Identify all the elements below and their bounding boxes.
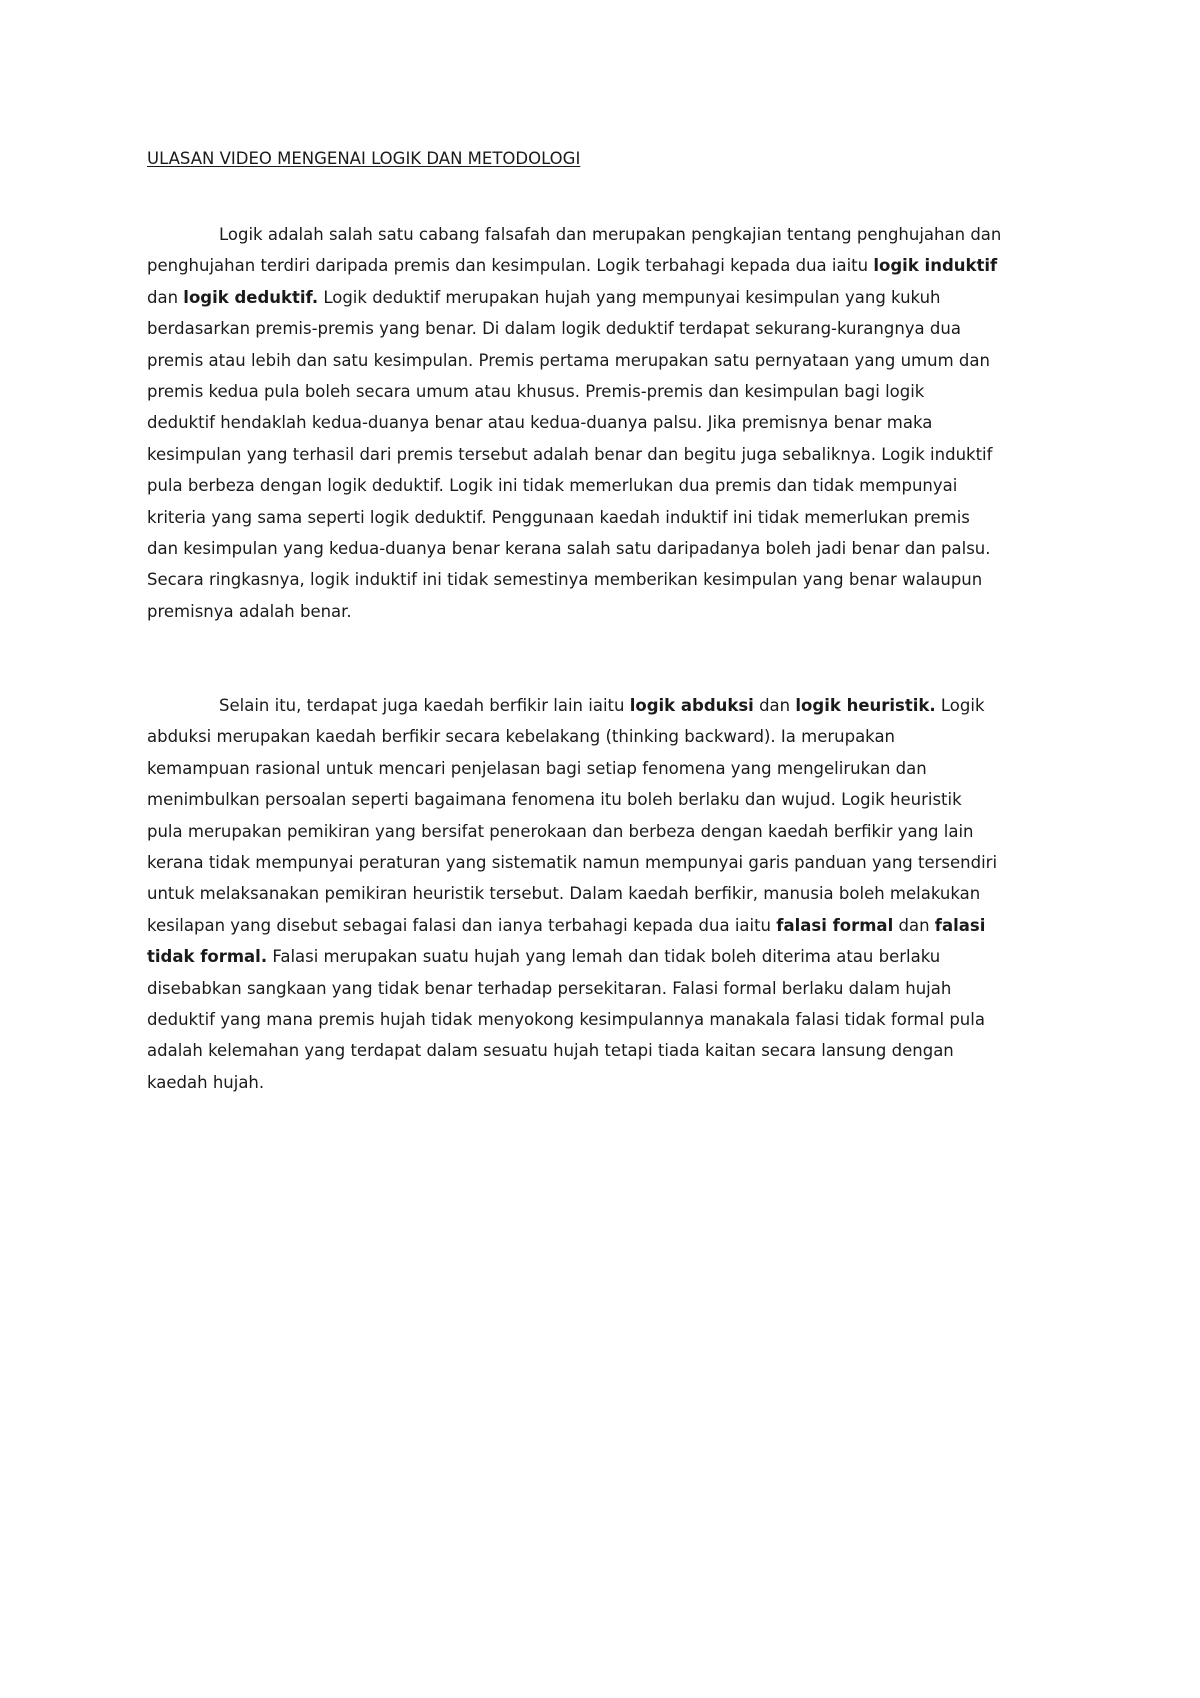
text-run: kaedah hujah. xyxy=(147,1072,265,1092)
text-line xyxy=(147,345,1067,376)
text-run: deduktif yang mana premis hujah tidak menyokong kesimpulannya manakala falasi tidak formal pula xyxy=(147,1009,985,1029)
text-run: dan xyxy=(147,287,184,307)
text-line xyxy=(147,470,1067,501)
bold-term: logik deduktif. xyxy=(183,287,319,307)
text-run: Falasi merupakan suatu hujah yang lemah dan tidak boleh diterima atau berlaku xyxy=(267,947,941,967)
text-run: deduktif hendaklah kedua-duanya benar atau kedua-duanya palsu. Jika premisnya benar maka xyxy=(147,413,933,433)
text-run: dan kesimpulan yang kedua-duanya benar kerana salah satu daripadanya boleh jadi benar dan palsu. xyxy=(147,538,991,558)
text-run: Secara ringkasnya, logik induktif ini tidak semestinya memberikan kesimpulan yang benar walaupun xyxy=(147,570,983,590)
text-run: kesilapan yang disebut sebagai falasi dan ianya terbahagi kepada dua iaitu xyxy=(147,915,777,935)
text-run: Logik xyxy=(935,696,985,715)
bold-term: logik abduksi xyxy=(629,696,754,715)
text-run: kesimpulan yang terhasil dari premis tersebut adalah benar dan begitu juga sebaliknya. Logik induktif xyxy=(147,444,993,464)
text-line xyxy=(147,847,1067,878)
text-line xyxy=(147,533,1067,564)
text-line xyxy=(147,250,1067,281)
text-run: pula merupakan pemikiran yang bersifat penerokaan dan berbeza dengan kaedah berfikir yang lain xyxy=(147,821,974,841)
text-run: menimbulkan persoalan seperti bagaimana fenomena itu boleh berlaku dan wujud. Logik heuristik xyxy=(147,790,962,810)
paragraph-berfikir xyxy=(147,690,1067,1098)
text-line xyxy=(147,376,1067,407)
text-run: dan xyxy=(753,696,796,715)
text-run: adalah kelemahan yang terdapat dalam sesuatu hujah tetapi tiada kaitan secara lansung dengan xyxy=(147,1041,954,1061)
text-run: penghujahan terdiri daripada premis dan kesimpulan. Logik terbahagi kepada dua iaitu xyxy=(147,256,874,276)
text-run: kriteria yang sama seperti logik deduktif. Penggunaan kaedah induktif ini tidak memerlukan premis xyxy=(147,507,970,527)
bold-term: logik heuristik. xyxy=(795,696,936,715)
text-line xyxy=(147,690,1067,721)
text-run: Logik deduktif merupakan hujah yang mempunyai kesimpulan yang kukuh xyxy=(318,287,941,307)
text-line xyxy=(147,973,1067,1004)
text-line xyxy=(147,1035,1067,1066)
document-title: ULASAN VIDEO MENGENAI LOGIK DAN METODOLOGI xyxy=(147,149,581,168)
text-run: Logik adalah salah satu cabang falsafah dan merupakan pengkajian tentang penghujahan dan xyxy=(219,225,1002,244)
text-run: premis atau lebih dan satu kesimpulan. Premis pertama merupakan satu pernyataan yang umum dan xyxy=(147,350,990,370)
text-line xyxy=(147,407,1067,438)
text-run: untuk melaksanakan pemikiran heuristik tersebut. Dalam kaedah berfikir, manusia boleh melakukan xyxy=(147,884,981,904)
text-line xyxy=(147,1067,1067,1098)
text-run: berdasarkan premis-premis yang benar. Di dalam logik deduktif terdapat sekurang-kurangnya dua xyxy=(147,319,961,339)
text-run: dan xyxy=(893,915,935,935)
bold-term: logik induktif xyxy=(873,256,998,276)
text-line xyxy=(147,439,1067,470)
bold-term: falasi xyxy=(934,915,986,935)
text-line xyxy=(147,816,1067,847)
text-run: kerana tidak mempunyai peraturan yang sistematik namun mempunyai garis panduan yang tersendiri xyxy=(147,852,998,872)
text-run: premis kedua pula boleh secara umum atau khusus. Premis-premis dan kesimpulan bagi logik xyxy=(147,381,925,401)
paragraph-logik xyxy=(147,219,1067,627)
text-line xyxy=(147,878,1067,909)
text-line xyxy=(147,596,1067,627)
text-line xyxy=(147,753,1067,784)
text-run: abduksi merupakan kaedah berfikir secara kebelakang (thinking backward). Ia merupakan xyxy=(147,727,896,747)
text-line xyxy=(147,502,1067,533)
bold-term: falasi formal xyxy=(776,915,894,935)
text-line xyxy=(147,721,1067,752)
text-line xyxy=(147,219,1067,250)
text-line xyxy=(147,282,1067,313)
text-line xyxy=(147,1004,1067,1035)
text-run: premisnya adalah benar. xyxy=(147,601,352,621)
text-run: pula berbeza dengan logik deduktif. Logik ini tidak memerlukan dua premis dan tidak mempunyai xyxy=(147,476,958,496)
text-line xyxy=(147,941,1067,972)
text-run: disebabkan sangkaan yang tidak benar terhadap persekitaran. Falasi formal berlaku dalam hujah xyxy=(147,978,952,998)
text-line xyxy=(147,313,1067,344)
text-run: kemampuan rasional untuk mencari penjelasan bagi setiap fenomena yang mengelirukan dan xyxy=(147,758,927,778)
text-run: Selain itu, terdapat juga kaedah berfikir lain iaitu xyxy=(219,696,630,715)
bold-term: tidak formal. xyxy=(147,947,268,967)
text-line xyxy=(147,910,1067,941)
text-line xyxy=(147,564,1067,595)
text-line xyxy=(147,784,1067,815)
